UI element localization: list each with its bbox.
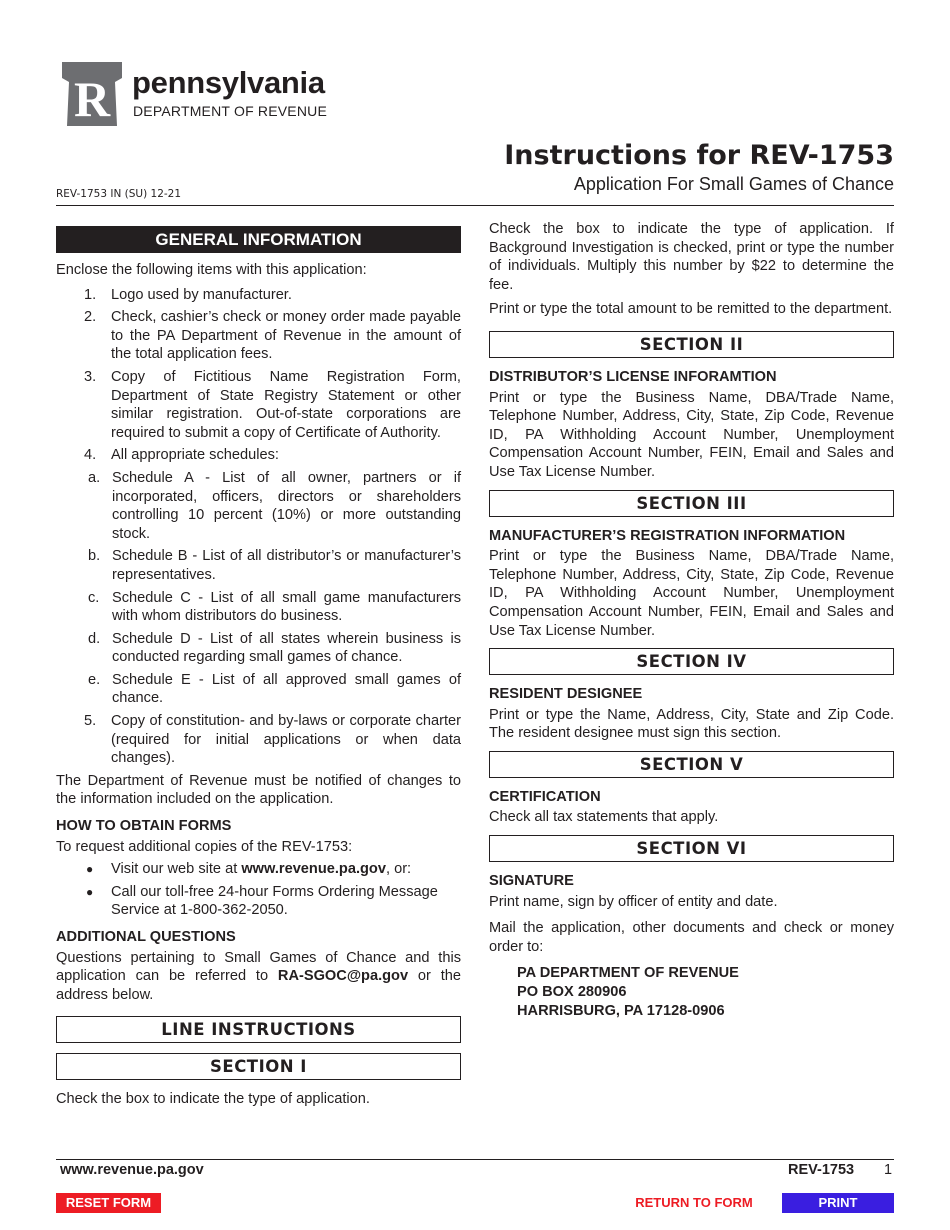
logo-letter: R xyxy=(73,71,111,127)
additional-questions-heading: ADDITIONAL QUESTIONS xyxy=(56,929,236,945)
website-link[interactable]: www.revenue.pa.gov xyxy=(241,861,386,878)
item-number: 1. xyxy=(84,286,97,303)
list-item xyxy=(84,630,461,667)
item-text: Schedule E - List of all approved small games of chance. xyxy=(112,671,461,707)
logo-name: pennsylvania xyxy=(132,65,325,100)
email-link[interactable]: RA-SGOC@pa.gov xyxy=(277,968,409,985)
print-button[interactable]: PRINT xyxy=(782,1193,894,1213)
reset-form-button[interactable]: RESET FORM xyxy=(56,1193,161,1213)
item-text: Copy of Fictitious Name Registration Form, Department of State Registry Statement or other similar registration. Out-of-state corporations are required to submit a copy of Certificate of Authority. xyxy=(111,368,461,441)
logo-department: DEPARTMENT OF REVENUE xyxy=(133,103,328,119)
item-letter: d. xyxy=(88,630,101,647)
item-letter: c. xyxy=(88,589,100,606)
list-item xyxy=(84,547,461,584)
page-subtitle: Application For Small Games of Chance xyxy=(573,174,894,194)
obtain-forms-intro: To request additional copies of the REV-1753: xyxy=(56,838,353,855)
item-text: Schedule B - List of all distributor’s or manufacturer’s representatives. xyxy=(112,548,461,583)
item-text: Logo used by manufacturer. xyxy=(111,286,292,303)
address-line: PO BOX 280906 xyxy=(517,984,627,1001)
right-column xyxy=(489,220,894,1020)
schedule-list xyxy=(88,469,461,708)
section-5-subheading: CERTIFICATION xyxy=(489,788,601,805)
section-4-subheading: RESIDENT DESIGNEE xyxy=(489,686,643,703)
item-text: Schedule A - List of all owner, partners or if incorporated, officers, directors or shareholders controlling 10 percent (10%) or more outstanding stock. xyxy=(112,469,461,542)
enclosure-list xyxy=(56,286,461,768)
item-number: 3. xyxy=(84,368,97,385)
list-item xyxy=(56,883,461,920)
footer-form-number: REV-1753 xyxy=(788,1162,855,1178)
questions-text xyxy=(56,949,461,1005)
page-title: Instructions for REV-1753 xyxy=(504,140,894,171)
item-text: All appropriate schedules: xyxy=(111,447,279,464)
return-to-form-button[interactable]: RETURN TO FORM xyxy=(630,1193,758,1213)
section-2-subheading: DISTRIBUTOR’S LICENSE INFORAMTION xyxy=(489,368,777,385)
list-item xyxy=(56,308,461,364)
obtain-forms-heading: HOW TO OBTAIN FORMS xyxy=(56,818,232,835)
list-item xyxy=(84,469,461,543)
mailing-address xyxy=(517,964,894,1020)
bullet-text: Visit our web site at xyxy=(111,861,242,878)
keystone-icon xyxy=(58,60,126,128)
bullet-icon: ● xyxy=(86,862,94,877)
line-instructions-header: LINE INSTRUCTIONS xyxy=(56,1016,461,1043)
section-3-header: SECTION III xyxy=(489,490,894,517)
item-text: Schedule C - List of all small game manufacturers with whom distributors do business. xyxy=(112,589,461,625)
item-letter: b. xyxy=(88,548,101,565)
bullet-text: , or: xyxy=(385,861,412,878)
address-line: HARRISBURG, PA 17128-0906 xyxy=(517,1002,725,1019)
application-type-text: Check the box to indicate the type of application. If Background Investigation is checked, print or type the number of individuals. Multiply this number by $22 to determine the fee. xyxy=(489,221,894,293)
form-code: REV-1753 IN (SU) 12-21 xyxy=(56,188,182,200)
list-item xyxy=(56,286,461,305)
address-line: PA DEPARTMENT OF REVENUE xyxy=(517,965,739,982)
footer-rule xyxy=(56,1159,894,1160)
section-1-text: Check the box to indicate the type of application. xyxy=(56,1091,370,1108)
section-3-text: Print or type the Business Name, DBA/Trade Name, Telephone Number, Address, City, State, Zip Code, Revenue ID, PA Withholding Account Number, Unemployment Compensation Account Number, FEIN, Email and Sales and Use Tax License Number. xyxy=(489,548,894,639)
enclose-intro: Enclose the following items with this application: xyxy=(56,262,367,278)
section-6-header: SECTION VI xyxy=(489,835,894,862)
notify-text: The Department of Revenue must be notified of changes to the information included on the application. xyxy=(56,772,461,808)
item-letter: a. xyxy=(88,469,101,486)
section-4-header: SECTION IV xyxy=(489,648,894,675)
list-item xyxy=(56,446,461,708)
item-text: Schedule D - List of all states wherein business is conducted regarding small games of chance. xyxy=(112,630,461,666)
item-number: 5. xyxy=(84,713,97,730)
section-5-header: SECTION V xyxy=(489,751,894,778)
item-letter: e. xyxy=(88,671,101,688)
questions-text-pre: Questions pertaining to Small Games of Chance and this application can be referred to xyxy=(56,949,461,985)
section-6-subheading: SIGNATURE xyxy=(489,873,574,890)
page-number: 1 xyxy=(884,1162,893,1178)
item-number: 2. xyxy=(84,309,97,326)
obtain-forms-list xyxy=(56,860,461,920)
list-item xyxy=(56,368,461,442)
list-item xyxy=(56,860,461,879)
general-info-header: GENERAL INFORMATION xyxy=(56,226,461,253)
section-5-text: Check all tax statements that apply. xyxy=(489,809,719,826)
section-6-text: Print name, sign by officer of entity and date. xyxy=(489,893,778,910)
header-rule xyxy=(56,205,894,206)
bullet-text: Call our toll-free 24-hour Forms Ordering Message Service at 1-800-362-2050. xyxy=(111,883,438,919)
section-2-text: Print or type the Business Name, DBA/Trade Name, Telephone Number, Address, City, State, Zip Code, Revenue ID, PA Withholding Account Number, Unemployment Compensation Account Number, FEIN, Email and Sales and Use Tax License Number. xyxy=(489,389,894,480)
item-number: 4. xyxy=(84,447,97,464)
list-item xyxy=(84,589,461,626)
bullet-icon: ● xyxy=(86,884,94,899)
mail-text: Mail the application, other documents and check or money order to: xyxy=(489,920,894,955)
item-text: Check, cashier’s check or money order made payable to the PA Department of Revenue in the amount of the total application fees. xyxy=(111,309,461,363)
list-item xyxy=(84,671,461,708)
item-text: Copy of constitution- and by-laws or corporate charter (required for initial applications or when data changes). xyxy=(111,713,461,767)
total-amount-text: Print or type the total amount to be remitted to the department. xyxy=(489,301,893,318)
footer-url[interactable]: www.revenue.pa.gov xyxy=(60,1162,204,1178)
section-1-header: SECTION I xyxy=(56,1053,461,1080)
questions-text-post: or the address below. xyxy=(56,968,461,1003)
left-column xyxy=(56,226,461,1115)
section-3-subheading: MANUFACTURER’S REGISTRATION INFORMATION xyxy=(489,527,846,544)
section-2-header: SECTION II xyxy=(489,331,894,358)
list-item xyxy=(56,712,461,768)
section-4-text: Print or type the Name, Address, City, State and Zip Code. The resident designee must sign this section. xyxy=(489,706,894,742)
